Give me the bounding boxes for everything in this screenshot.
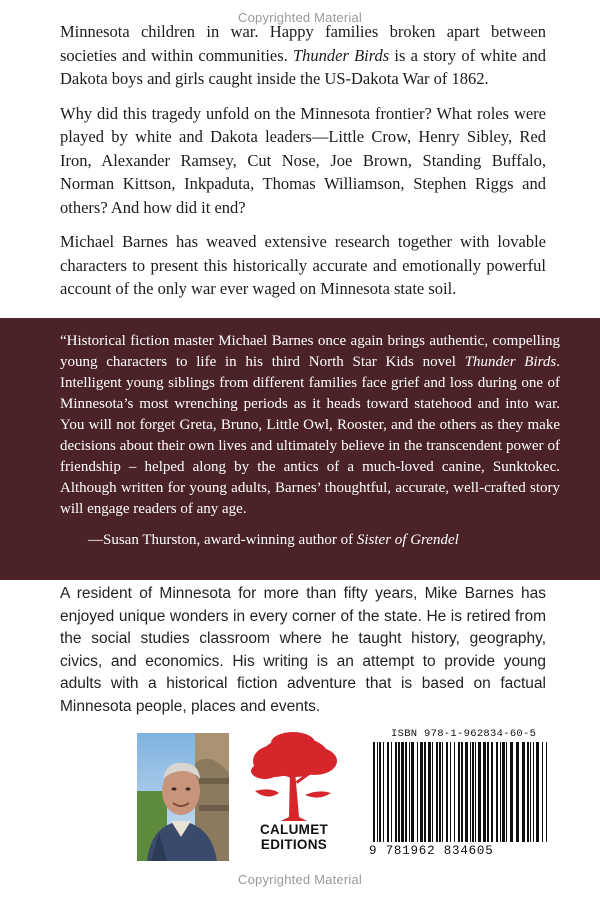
publisher-name-line2: EDITIONS [260, 837, 328, 852]
barcode-bar [542, 742, 543, 842]
barcode-bar [420, 742, 423, 842]
barcode-bar [465, 742, 468, 842]
barcode-bar [428, 742, 431, 842]
tree-logo-icon [245, 731, 343, 823]
quote-attribution [60, 532, 560, 549]
publisher-logo [245, 731, 343, 861]
barcode-bar [454, 742, 455, 842]
barcode-bar [439, 742, 441, 842]
barcode-bar [436, 742, 438, 842]
barcode-bar [527, 742, 529, 842]
intro-paragraph-2: Why did this tragedy unfold on the Minnesota frontier? What roles were played by white and Dakota leaders—Little Crow, Henry Sibley, Red Iron, Alexander Ramsey, Cut Nose, Joe Brown, Standing Buffalo, Norman Kittson, Inkpaduta, Thomas Williamson, Stephen Riggs and others? And how did it end? [60, 103, 546, 217]
publisher-name [245, 822, 343, 852]
barcode-bar [533, 742, 534, 842]
intro-paragraph-3: Michael Barnes has weaved extensive research together with lovable characters to present this historically accurate and emotionally powerful account of the only war ever waged on Minnesota state soil. [60, 232, 546, 298]
barcode-bar [487, 742, 489, 842]
barcode-bar [506, 742, 507, 842]
intro-p1-text-a: Minnesota children in war. Happy families broken apart between societies and within communities. [60, 22, 546, 65]
barcode-digits: 9 781962 834605 [369, 844, 494, 858]
barcode-bar [409, 742, 410, 842]
barcode-bar [478, 742, 481, 842]
barcode-bar [475, 742, 476, 842]
barcode-bar [377, 742, 378, 842]
barcode-bar [470, 742, 471, 842]
barcode-bar [401, 742, 404, 842]
barcode-bar [405, 742, 407, 842]
barcode-bar [391, 742, 392, 842]
barcode-bar [387, 742, 389, 842]
barcode-bar [500, 742, 501, 842]
barcode-bar [417, 742, 418, 842]
barcode-bar [546, 742, 547, 842]
author-photo [137, 733, 229, 861]
barcode-bar [395, 742, 397, 842]
barcode-bar [432, 742, 433, 842]
isbn-barcode [361, 728, 556, 864]
intro-paragraph-1 [60, 20, 546, 91]
barcode-bar [383, 742, 384, 842]
barcode-bar [530, 742, 531, 842]
barcode-bars [371, 742, 551, 842]
barcode-bar [373, 742, 375, 842]
barcode-bar [442, 742, 443, 842]
barcode-bar [536, 742, 539, 842]
barcode-bar [424, 742, 426, 842]
barcode-bar [461, 742, 463, 842]
barcode-bar [379, 742, 381, 842]
watermark-bottom: Copyrighted Material [238, 872, 362, 887]
book-title-italic: Thunder Birds [292, 45, 390, 65]
publisher-name-line1: CALUMET [259, 822, 329, 837]
barcode-bar [411, 742, 414, 842]
barcode-bar [446, 742, 448, 842]
barcode-bar [450, 742, 451, 842]
barcode-bar [496, 742, 498, 842]
quote-text-a: “Historical fiction master Michael Barnes once again brings authentic, compelling young characters to life in his third North Star Kids novel [60, 333, 560, 370]
intro-section [60, 20, 546, 312]
author-bio: A resident of Minnesota for more than fifty years, Mike Barnes has enjoyed unique wonders in every corner of the state. He is retired from the social studies classroom where he taught history, geography, civics, and economics. His writing is an attempt to provide young adults with a historical fiction adventure that is based on factual Minnesota people, places and events. [60, 585, 546, 715]
barcode-bar [483, 742, 486, 842]
attribution-book-title: Sister of Grendel [356, 532, 459, 548]
intro-p1-text-b: is a story of white and Dakota boys and girls caught inside the US-Dakota War of 1862. [60, 45, 546, 88]
watermark-top: Copyrighted Material [238, 10, 362, 25]
barcode-bar [472, 742, 474, 842]
isbn-label: ISBN 978-1-962834-60-5 [391, 728, 537, 740]
author-photo-image [137, 733, 229, 861]
barcode-bar [458, 742, 460, 842]
review-quote [60, 331, 560, 520]
attribution-text: —Susan Thurston, award-winning author of [88, 532, 357, 548]
quote-book-title: Thunder Birds [464, 354, 557, 370]
barcode-bar [522, 742, 525, 842]
review-quote-band [0, 318, 600, 580]
barcode-bar [510, 742, 513, 842]
quote-text-b: . Intelligent young siblings from different families face grief and loss during one of Minnesota’s most wrenching periods as it heads toward statehood and into war. You will not forget Greta, Bruno, Little Owl, Rooster, and the others as they make decisions about their own lives and ultimately believe in the transcendent power of friendship – helped along by the antics of a much-loved canine, Sunktokec. Although written for young adults, Barnes’ thoughtful, accurate, well-crafted story will engage readers of any age. [60, 354, 560, 517]
barcode-bar [516, 742, 519, 842]
barcode-bar [491, 742, 493, 842]
barcode-bar [398, 742, 400, 842]
barcode-bar [502, 742, 505, 842]
